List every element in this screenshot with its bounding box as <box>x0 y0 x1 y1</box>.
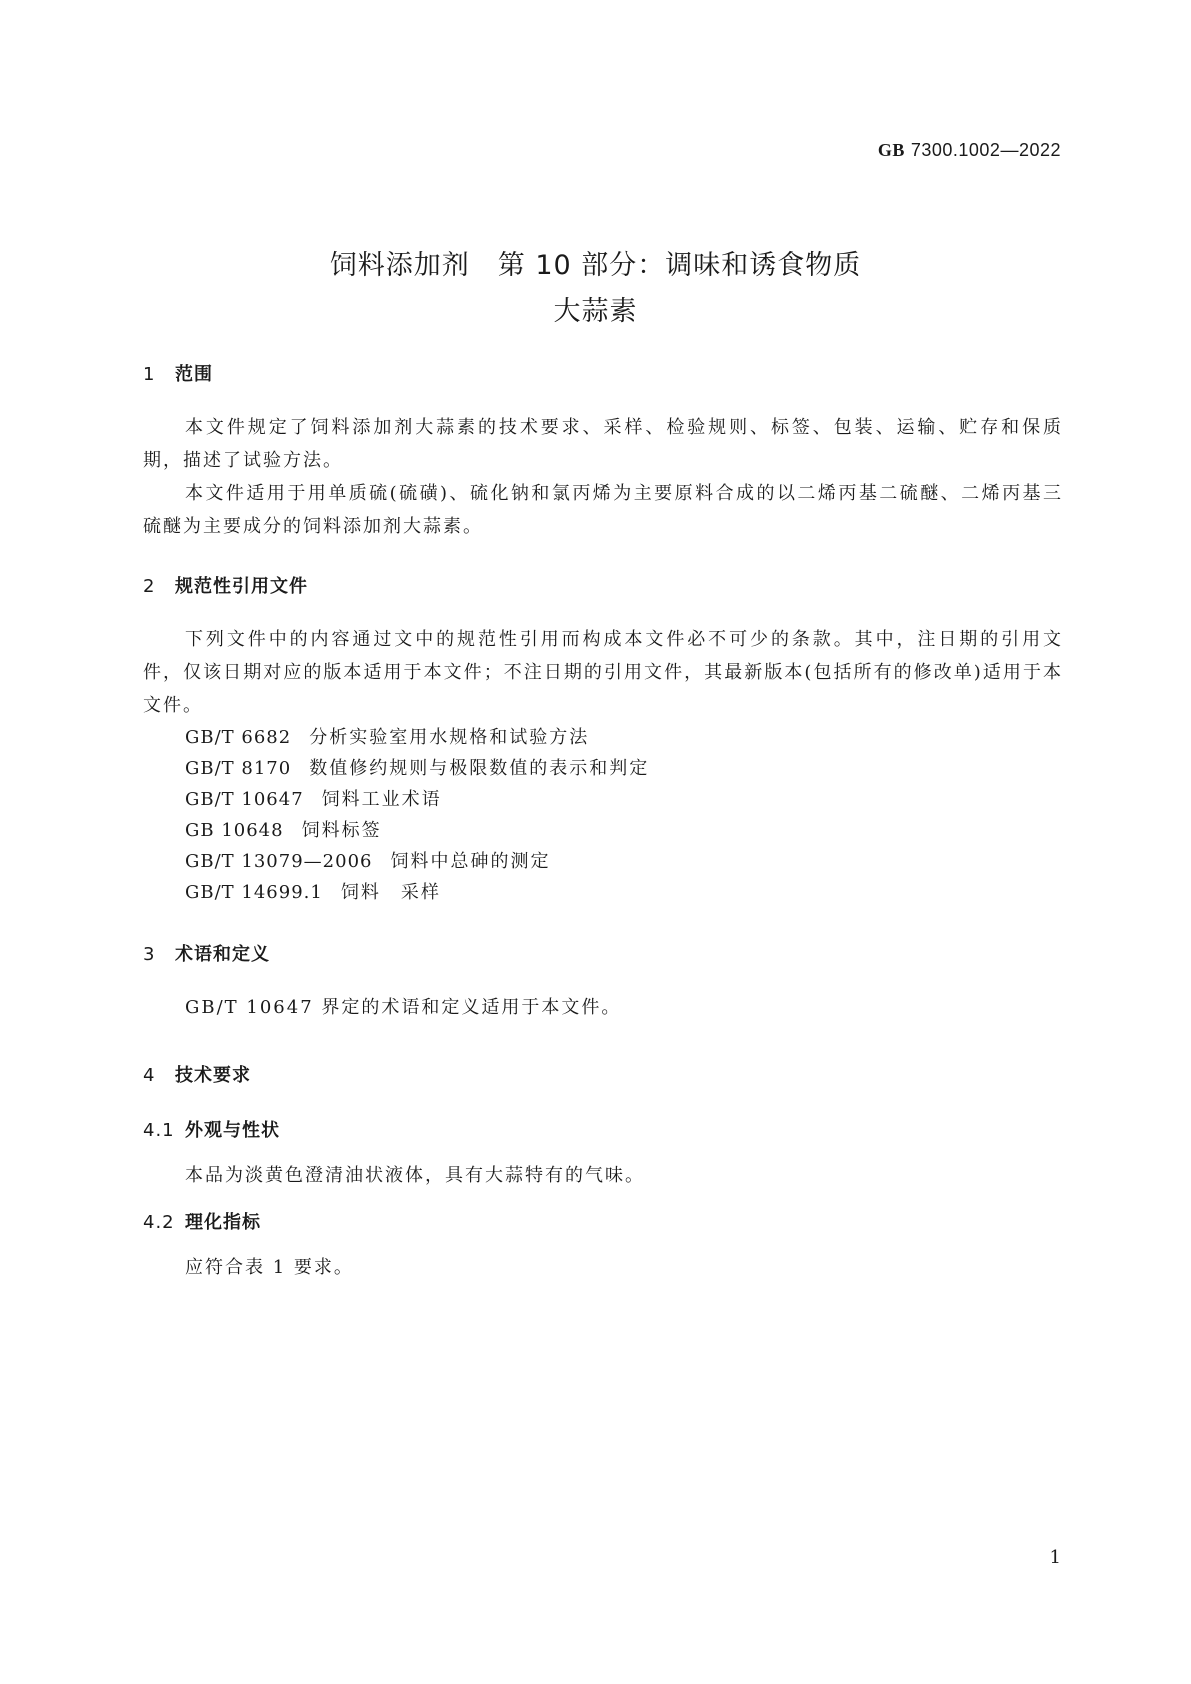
section-title: 理化指标 <box>185 1212 261 1233</box>
section-heading-technical-requirements <box>143 1061 251 1087</box>
paragraph: 下列文件中的内容通过文中的规范性引用而构成本文件必不可少的条款。其中，注日期的引用文件，仅该日期对应的版本适用于本文件；不注日期的引用文件，其最新版本(包括所有的修改单)适用于本文件。 <box>143 629 1063 716</box>
reference-code: GB/T 8170 <box>185 758 292 779</box>
section-number: 1 <box>143 364 156 385</box>
section-title: 术语和定义 <box>175 944 270 965</box>
reference-item <box>185 723 589 749</box>
section-heading-scope <box>143 360 213 386</box>
reference-name: 分析实验室用水规格和试验方法 <box>309 727 590 748</box>
section-title: 范围 <box>175 364 213 385</box>
reference-name: 饲料 采样 <box>340 882 441 903</box>
section-number: 4.2 <box>143 1212 175 1233</box>
paragraph: 应符合表 1 要求。 <box>185 1257 354 1278</box>
reference-name: 数值修约规则与极限数值的表示和判定 <box>309 758 650 779</box>
reference-name: 饲料标签 <box>301 820 382 841</box>
section-title: 技术要求 <box>175 1065 251 1086</box>
subsection-heading-physicochemical <box>143 1208 261 1234</box>
reference-item <box>185 847 550 873</box>
reference-item <box>185 754 649 780</box>
reference-code: GB/T 13079—2006 <box>185 851 373 872</box>
standard-prefix: GB <box>877 140 905 160</box>
reference-name: 饲料工业术语 <box>321 789 442 810</box>
section-number: 2 <box>143 576 156 597</box>
document-title: 饲料添加剂 第 10 部分：调味和诱食物质 <box>329 250 862 281</box>
paragraph: 本文件适用于用单质硫(硫磺)、硫化钠和氯丙烯为主要原料合成的以二烯丙基二硫醚、二烯丙基三硫醚为主要成分的饲料添加剂大蒜素。 <box>143 483 1063 537</box>
standard-number <box>878 140 1061 161</box>
reference-item <box>185 878 441 904</box>
reference-item <box>185 785 442 811</box>
section-number: 3 <box>143 944 156 965</box>
paragraph: 本文件规定了饲料添加剂大蒜素的技术要求、采样、检验规则、标签、包装、运输、贮存和保质期，描述了试验方法。 <box>143 417 1063 471</box>
reference-code: GB/T 6682 <box>185 727 292 748</box>
section-heading-terms <box>143 940 270 966</box>
reference-code: GB/T 14699.1 <box>185 882 323 903</box>
document-subtitle: 大蒜素 <box>553 296 638 327</box>
page-number: 1 <box>1049 1547 1061 1568</box>
section-number: 4 <box>143 1065 156 1086</box>
subsection-heading-appearance <box>143 1116 280 1142</box>
section-title: 规范性引用文件 <box>175 576 308 597</box>
standard-code: 7300.1002—2022 <box>910 140 1061 160</box>
section-heading-normative-references <box>143 572 308 598</box>
paragraph: 本品为淡黄色澄清油状液体，具有大蒜特有的气味。 <box>185 1165 645 1186</box>
reference-name: 饲料中总砷的测定 <box>390 851 551 872</box>
paragraph: GB/T 10647 界定的术语和定义适用于本文件。 <box>185 997 622 1018</box>
section-number: 4.1 <box>143 1120 175 1141</box>
reference-code: GB/T 10647 <box>185 789 304 810</box>
section-title: 外观与性状 <box>185 1120 280 1141</box>
reference-code: GB 10648 <box>185 820 284 841</box>
reference-item <box>185 816 382 842</box>
